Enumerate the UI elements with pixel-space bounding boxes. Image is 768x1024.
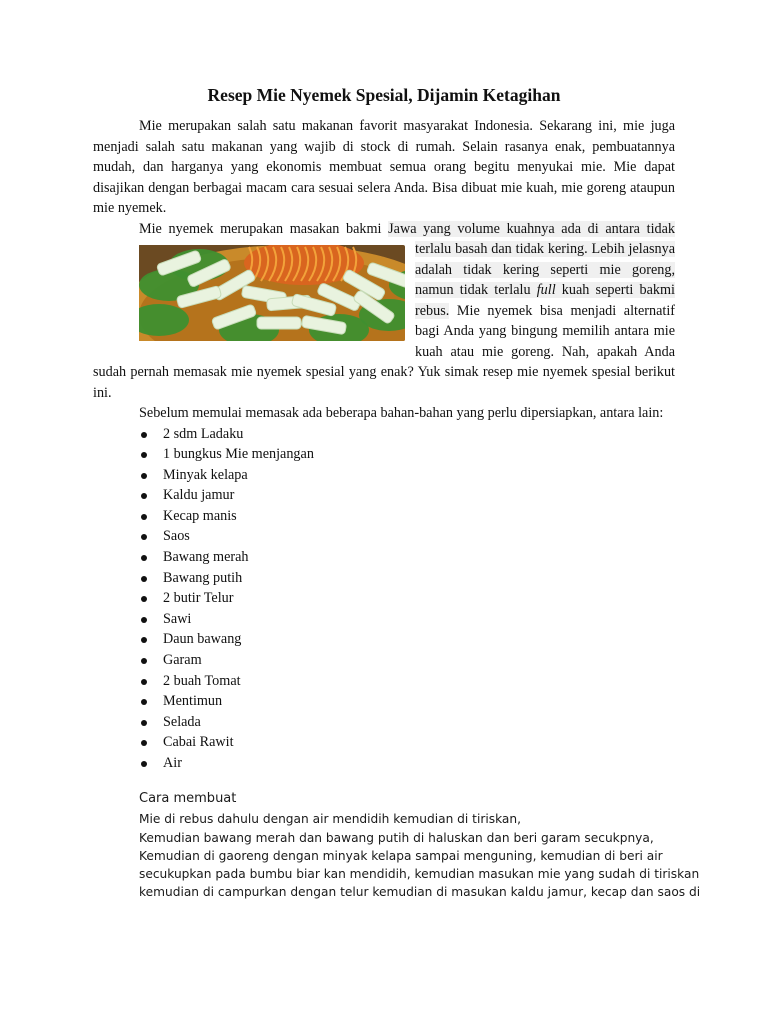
- method-line: secukupkan pada bumbu biar kan mendidih, kemudian masukan mie yang sudah di tiriskan: [139, 867, 700, 882]
- ingredient-item: Kaldu jamur: [139, 485, 675, 506]
- method-heading: Cara membuat: [139, 791, 237, 806]
- ingredient-item: Garam: [139, 650, 675, 671]
- paragraph-nyemek-end: Mie nyemek bisa menjadi alternatif bagi Anda yang bingung memilih antara mie kuah atau mie goreng. Nah, apakah Anda sudah pernah memasak mie nyemek spesial yang enak? Yuk simak resep mie nyemek spesial berikut ini.: [93, 302, 675, 401]
- method-line: Kemudian bawang merah dan bawang putih di haluskan dan beri garam secukpnya,: [139, 830, 654, 845]
- highlighted-text-main: Jawa yang volume kuahnya ada di antara tidak terlalu basah dan tidak kering. Lebih jelasnya adalah tidak kering seperti mie goreng, namun tidak terlalu: [388, 220, 675, 298]
- highlighted-text-end: kuah seperti bakmi rebus.: [415, 282, 675, 319]
- ingredient-item: 1 bungkus Mie menjangan: [139, 444, 675, 465]
- method-line: kemudian di campurkan dengan telur kemudian di masukan kaldu jamur, kecap dan saos di: [139, 885, 701, 900]
- ingredient-item: Sawi: [139, 609, 675, 630]
- ingredient-list: [93, 424, 675, 774]
- ingredient-item: 2 buah Tomat: [139, 671, 675, 692]
- ingredient-item: Selada: [139, 712, 675, 733]
- method-line: Kemudian di gaoreng dengan minyak kelapa sampai menguning, kemudian di beri air: [139, 848, 663, 863]
- ingredient-item: Cabai Rawit: [139, 732, 675, 753]
- paragraph-intro: Mie merupakan salah satu makanan favorit masyarakat Indonesia. Sekarang ini, mie juga menjadi salah satu makanan yang wajib di stock di rumah. Selain rasanya enak, pembuatannya mudah, dan harganya yang ekonomis membuat semua orang begitu menyukai mie. Mie dapat disajikan dengan berbagai macam cara sesuai selera Anda. Bisa dibuat mie kuah, mie goreng ataupun mie nyemek.: [93, 118, 675, 216]
- paragraph-nyemek: [93, 219, 675, 404]
- ingredient-item: Bawang merah: [139, 547, 675, 568]
- paragraph-with-image: [93, 219, 675, 404]
- cucumber-stick: [257, 317, 301, 329]
- ingredient-item: Kecap manis: [139, 506, 675, 527]
- method-line: Mie di rebus dahulu dengan air mendidih kemudian di tiriskan,: [139, 812, 521, 827]
- ingredient-item: Saos: [139, 526, 675, 547]
- document-title: Resep Mie Nyemek Spesial, Dijamin Ketagihan: [207, 85, 561, 105]
- ingredient-item: 2 sdm Ladaku: [139, 424, 675, 445]
- dish-illustration: [139, 245, 405, 341]
- ingredient-item: Minyak kelapa: [139, 465, 675, 486]
- ingredient-item: Air: [139, 753, 675, 774]
- italic-word: full: [536, 282, 556, 298]
- method-section: [139, 790, 701, 902]
- food-photo: [93, 245, 405, 341]
- ingredient-item: Bawang putih: [139, 568, 675, 589]
- ingredient-item: 2 butir Telur: [139, 588, 675, 609]
- paragraph-nyemek-start: Mie nyemek merupakan masakan bakmi: [139, 220, 389, 237]
- document-page: [93, 84, 675, 774]
- method-lines: [139, 810, 701, 901]
- paragraph-prep: Sebelum memulai memasak ada beberapa bahan-bahan yang perlu dipersiapkan, antara lain:: [139, 405, 664, 421]
- ingredient-item: Mentimun: [139, 691, 675, 712]
- ingredient-item: Daun bawang: [139, 629, 675, 650]
